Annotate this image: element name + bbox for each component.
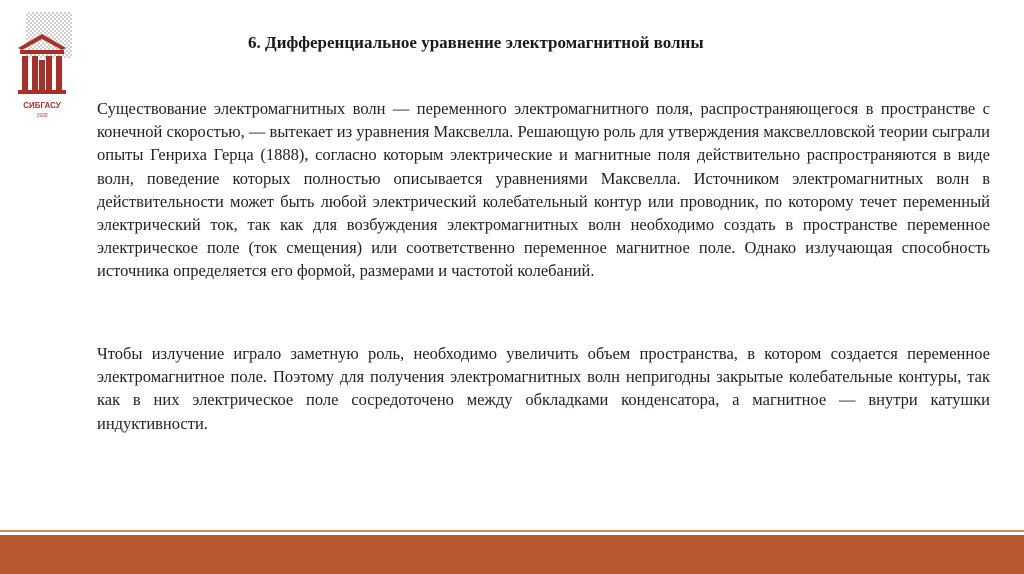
slide-title: 6. Дифференциальное уравнение электромагнитной волны [248,33,704,52]
footer-bar [0,535,1024,574]
footer-accent-line [0,530,1024,532]
university-logo [12,12,72,120]
logo-year: 1930 [36,113,48,119]
body-paragraph-1: Существование электромагнитных волн — переменного электромагнитного поля, распространяющегося в пространстве с конечной скоростью, — вытекает из уравнения Максвелла. Решающую роль для утверждения максвелловской теории сыграли опыты Генриха Герца (1888), согласно которым электрические и магнитные поля действительно распространяются в виде волн, поведение которых полностью описывается уравнениями Максвелла. Источником электромагнитных волн в действительности может быть любой электрический колебательный контур или проводник, по которому течет переменный электрический ток, так как для возбуждения электромагнитных волн необходимо создать в пространстве переменное электрическое поле (ток смещения) или соответственно переменное магнитное поле. Однако излучающая способность источника определяется его формой, размерами и частотой колебаний. [97,99,990,281]
logo-text: СИБГАСУ [23,101,61,110]
body-paragraph-2: Чтобы излучение играло заметную роль, необходимо увеличить объем пространства, в котором создается переменное электромагнитное поле. Поэтому для получения электромагнитных волн непригодны закрытые колебательные контуры, так как в них электрическое поле сосредоточено между обкладками конденсатора, а магнитное — внутри катушки индуктивности. [97,344,990,433]
